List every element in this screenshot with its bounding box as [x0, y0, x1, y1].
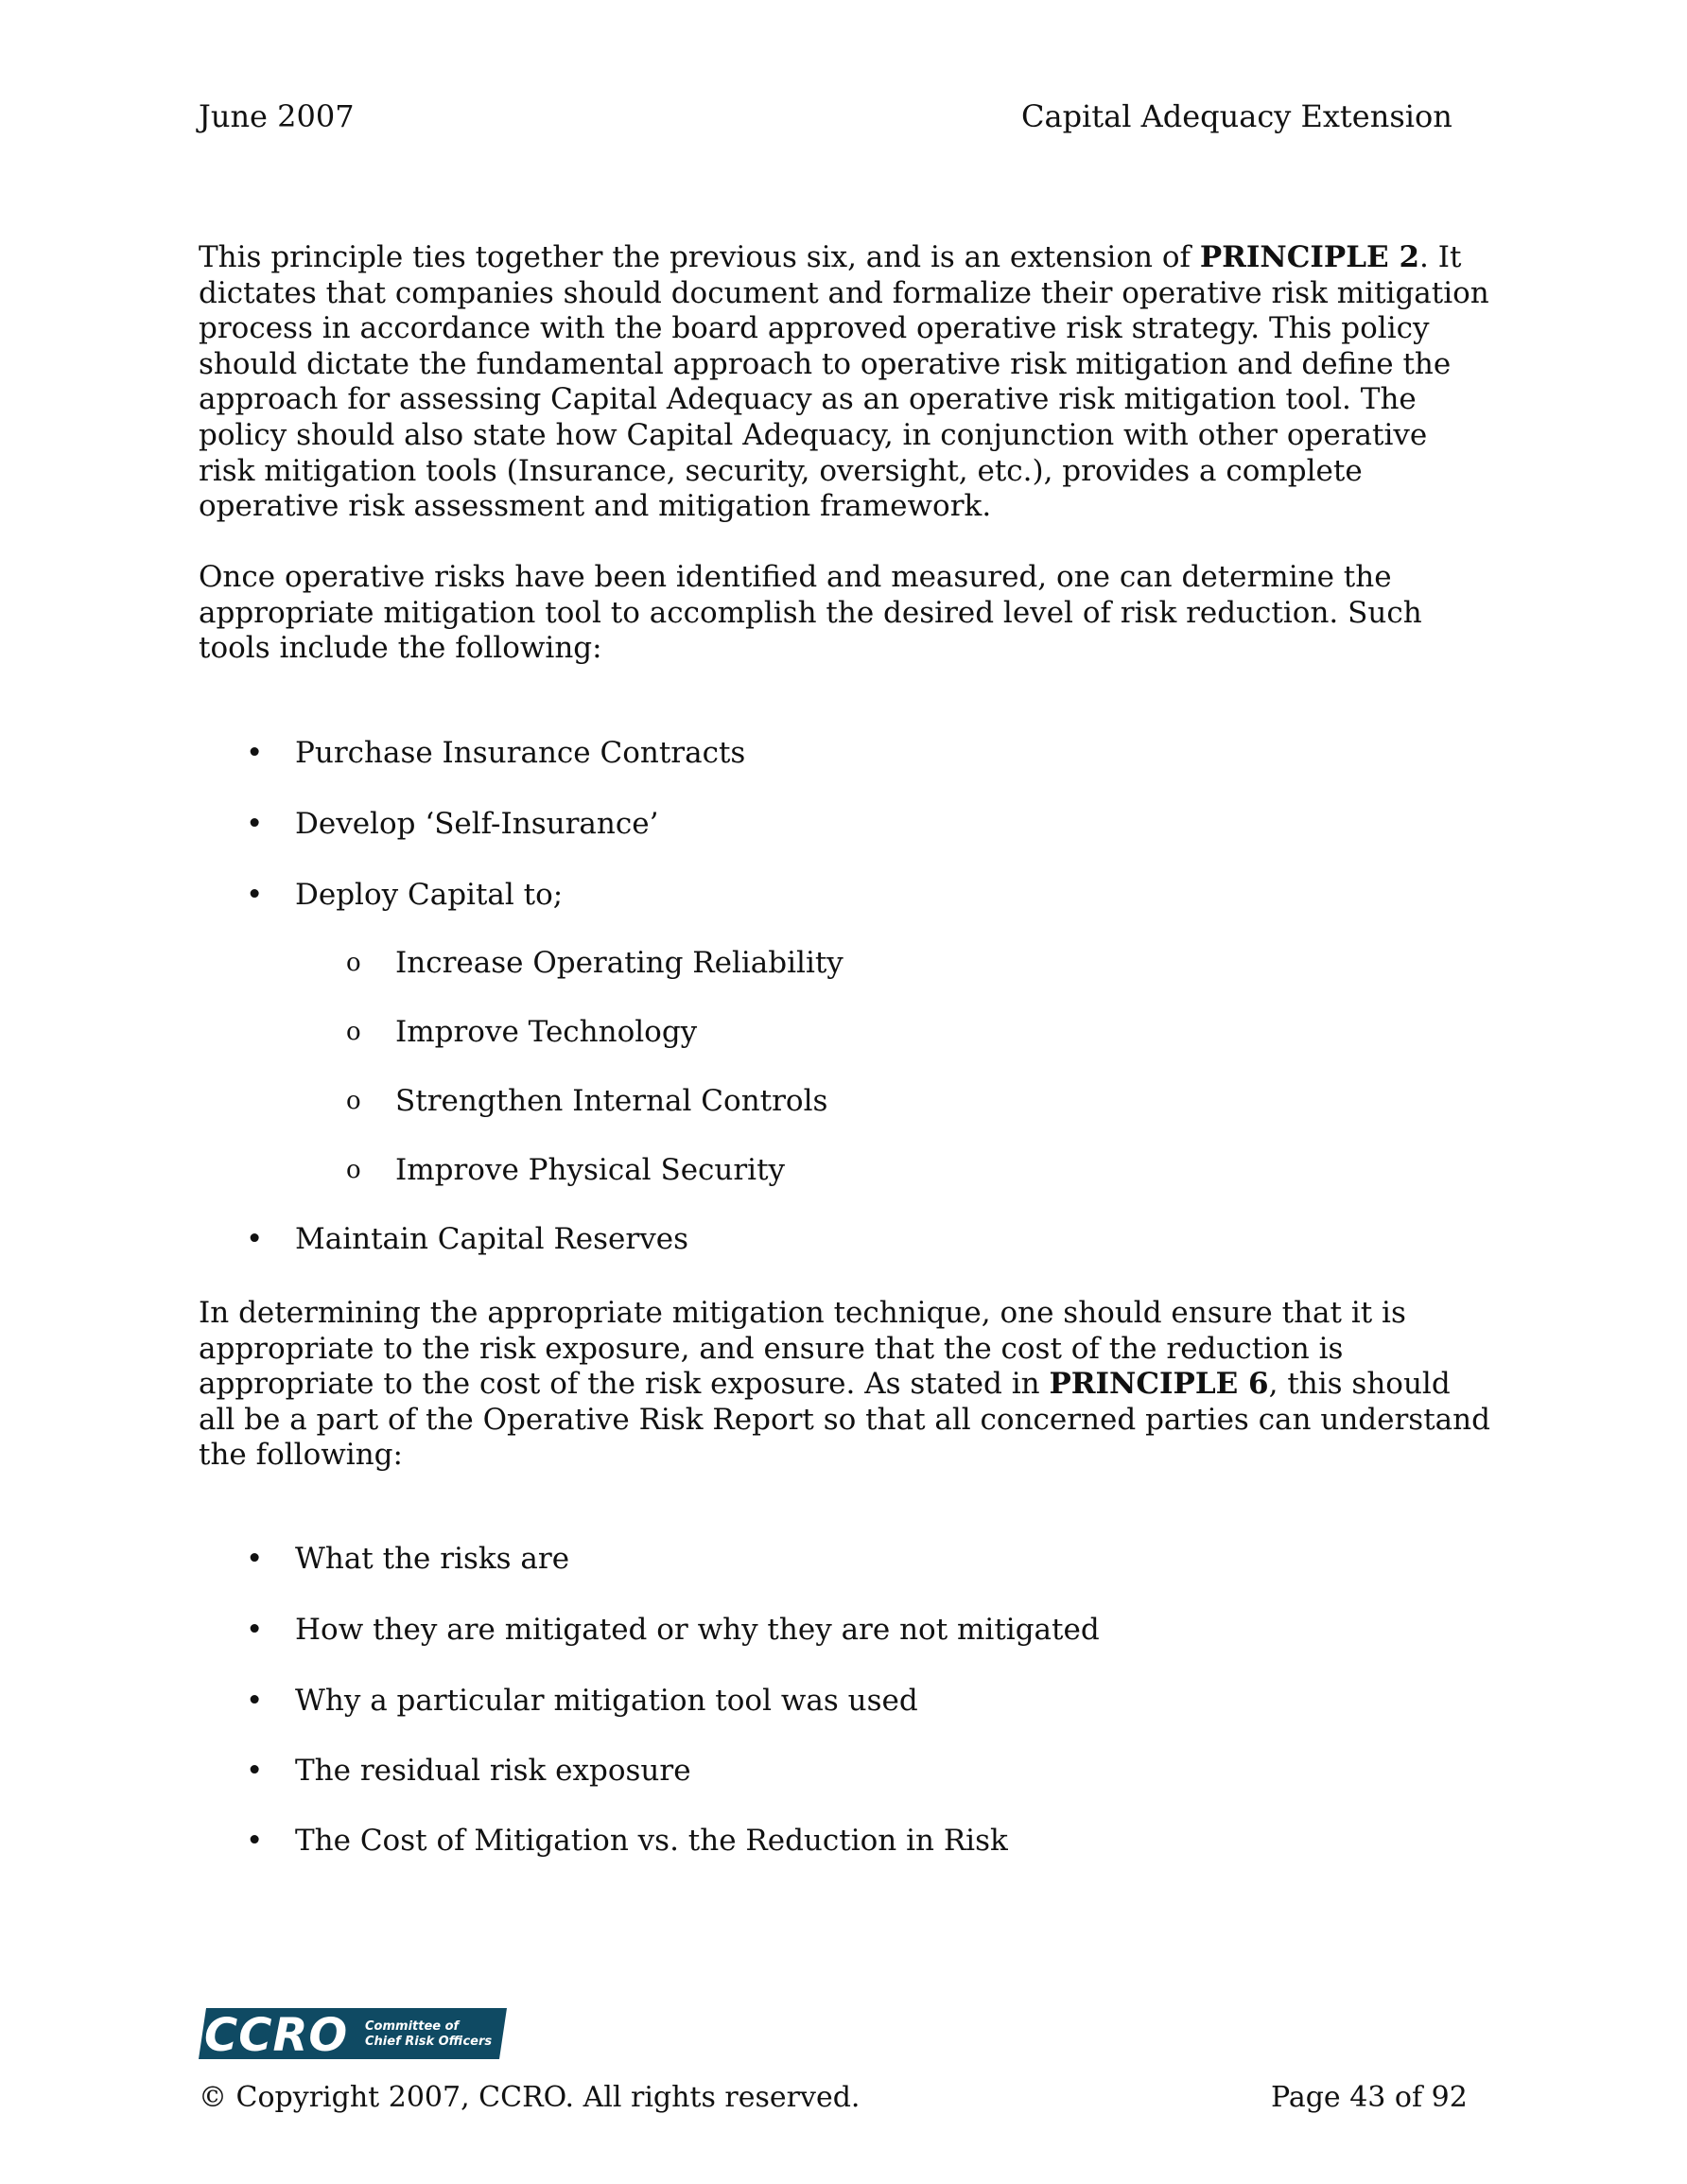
bullet-icon: • [246, 1613, 264, 1647]
logo-line2: Chief Risk Officers [365, 2035, 493, 2049]
bullet-icon: • [246, 1542, 264, 1576]
paragraph-text: , this should all be a part of the Operative Risk Report so that all concerned parties can understand the following: [199, 1367, 1490, 1473]
logo-mark: CCRO [204, 2009, 349, 2059]
principle-ref: PRINCIPLE 6 [1049, 1367, 1269, 1402]
circle-bullet-icon: o [346, 1156, 361, 1184]
bullet-icon: • [246, 1824, 264, 1858]
ccro-logo [199, 2008, 507, 2059]
bullet-icon: • [246, 1754, 264, 1788]
bullet-icon: • [246, 807, 264, 841]
paragraph-text: In determining the appropriate mitigation technique, one should ensure that it is appropriate to the risk exposure, and ensure that the cost of the reduction is appropriate to the cost of the risk exposure. As stated in [199, 1296, 1406, 1402]
circle-bullet-icon: o [346, 949, 361, 977]
circle-bullet-icon: o [346, 1018, 361, 1046]
bullet-icon: • [246, 1684, 264, 1718]
paragraph-mitigation-technique [199, 1296, 1513, 1474]
footer-page-number: Page 43 of 92 [1271, 2081, 1468, 2114]
paragraph-text: This principle ties together the previous six, and is an extension of [199, 240, 1200, 274]
footer-copyright: © Copyright 2007, CCRO. All rights reserved. [199, 2081, 861, 2114]
header-date: June 2007 [199, 98, 355, 134]
bullet-icon: • [246, 878, 264, 912]
paragraph-principle-intro [199, 240, 1513, 525]
paragraph-mitigation-tools: Once operative risks have been identified and measured, one can determine the appropriate mitigation tool to accomplish the desired level of risk reduction. Such tools include the following: [199, 560, 1422, 666]
principle-ref: PRINCIPLE 2 [1199, 240, 1420, 274]
header-title: Capital Adequacy Extension [1021, 98, 1452, 134]
paragraph-text: . It dictates that companies should document and formalize their operative risk mitigation process in accordance with the board approved operative risk strategy. This policy should dictate the fundamental approach to operative risk mitigation and define the approach for assessing Capital Adequacy as an operative risk mitigation tool. The policy should also state how Capital Adequacy, in conjunction with other operative risk mitigation tools (Insurance, security, oversight, etc.), provides a complete operative risk assessment and mitigation framework. [199, 240, 1489, 524]
bullet-icon: • [246, 1222, 264, 1256]
logo-line1: Committee of [365, 2019, 460, 2034]
bullet-icon: • [246, 736, 264, 770]
circle-bullet-icon: o [346, 1087, 361, 1115]
